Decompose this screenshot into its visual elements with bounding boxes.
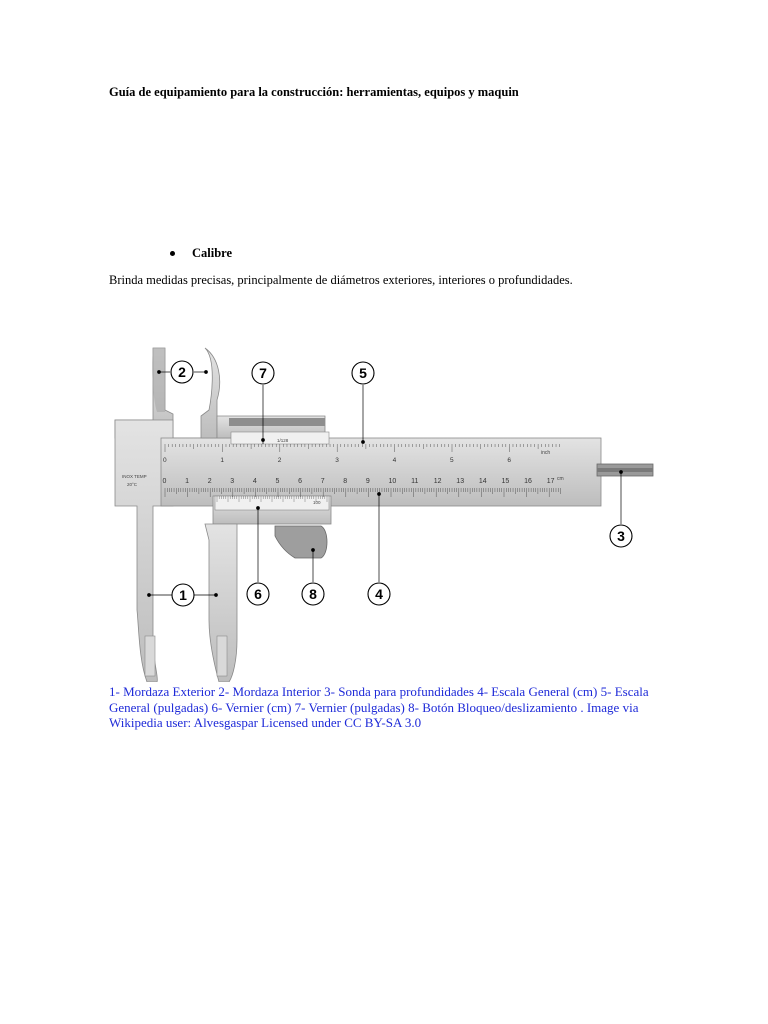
callout-7: [252, 362, 274, 384]
callout-5: [352, 362, 374, 384]
callout-number: 7: [259, 365, 267, 381]
inch-scale-label: 4: [392, 457, 397, 464]
cm-scale-label: 3: [230, 478, 235, 485]
bullet-label: Calibre: [192, 246, 233, 260]
cm-scale-label: 0: [162, 478, 167, 485]
cm-scale-label: 7: [320, 478, 325, 485]
callout-1: [172, 584, 194, 606]
temp-label: INOX TEMP: [122, 474, 147, 479]
cm-scale-label: 13: [456, 478, 465, 485]
inch-unit: inch: [541, 450, 551, 456]
inch-scale-label: 1: [220, 457, 225, 464]
callout-number: 1: [179, 587, 187, 603]
cm-scale-label: 2: [207, 478, 212, 485]
cm-scale-label: 17: [546, 478, 555, 485]
cm-scale-label: 8: [343, 478, 348, 485]
temp-value: 20°C: [127, 482, 138, 487]
vernier-inch-text: 1/128: [277, 438, 289, 443]
lock-button: [275, 526, 327, 558]
vernier-cm-end: 100: [313, 500, 321, 505]
cm-scale-label: 12: [433, 478, 442, 485]
cm-scale-label: 15: [501, 478, 510, 485]
callout-6: [247, 583, 269, 605]
callout-3: [610, 525, 632, 547]
cm-scale-label: 14: [478, 478, 487, 485]
cm-scale-label: 10: [388, 478, 397, 485]
description-text: Brinda medidas precisas, principalmente de diámetros exteriores, interiores o profundidades.: [109, 273, 573, 287]
callout-number: 4: [375, 586, 383, 602]
callout-number: 6: [254, 586, 262, 602]
bullet-item-calibre: [170, 246, 232, 261]
callout-8: [302, 583, 324, 605]
cm-scale-label: 4: [252, 478, 257, 485]
cm-unit: cm: [557, 476, 564, 482]
cm-scale-label: 6: [298, 478, 303, 485]
cm-scale-label: 11: [411, 478, 419, 485]
inch-scale-label: 0: [163, 457, 167, 464]
cm-scale-label: 1: [185, 478, 190, 485]
document-heading: Guía de equipamiento para la construcción: herramientas, equipos y maquin: [109, 85, 519, 99]
inch-scale-label: 2: [277, 457, 282, 464]
inch-scale-label: 6: [507, 457, 512, 464]
callout-4: [368, 583, 390, 605]
bullet-icon: [170, 251, 175, 256]
callout-number: 2: [178, 364, 186, 380]
callout-number: 8: [309, 586, 317, 602]
caliper-diagram: [109, 340, 657, 682]
inch-scale-label: 3: [335, 457, 339, 464]
caliper-illustration: [109, 340, 657, 682]
figure-caption: 1- Mordaza Exterior 2- Mordaza Interior 3- Sonda para profundidades 4- Escala General (cm) 5- Escala General (pulgadas) 6- Vernier (cm) 7- Vernier (pulgadas) 8- Botón Bloqueo/deslizamiento . Image via Wikipedia user: Alvesgaspar Licensed under CC BY-SA 3.0: [109, 684, 649, 730]
callout-number: 5: [359, 365, 367, 381]
cm-scale-label: 16: [524, 478, 532, 485]
callout-2: [171, 361, 193, 383]
cm-scale-label: 5: [275, 478, 280, 485]
callout-number: 3: [617, 528, 625, 544]
cm-scale-label: 9: [365, 478, 370, 485]
inch-scale-label: 5: [450, 457, 454, 464]
